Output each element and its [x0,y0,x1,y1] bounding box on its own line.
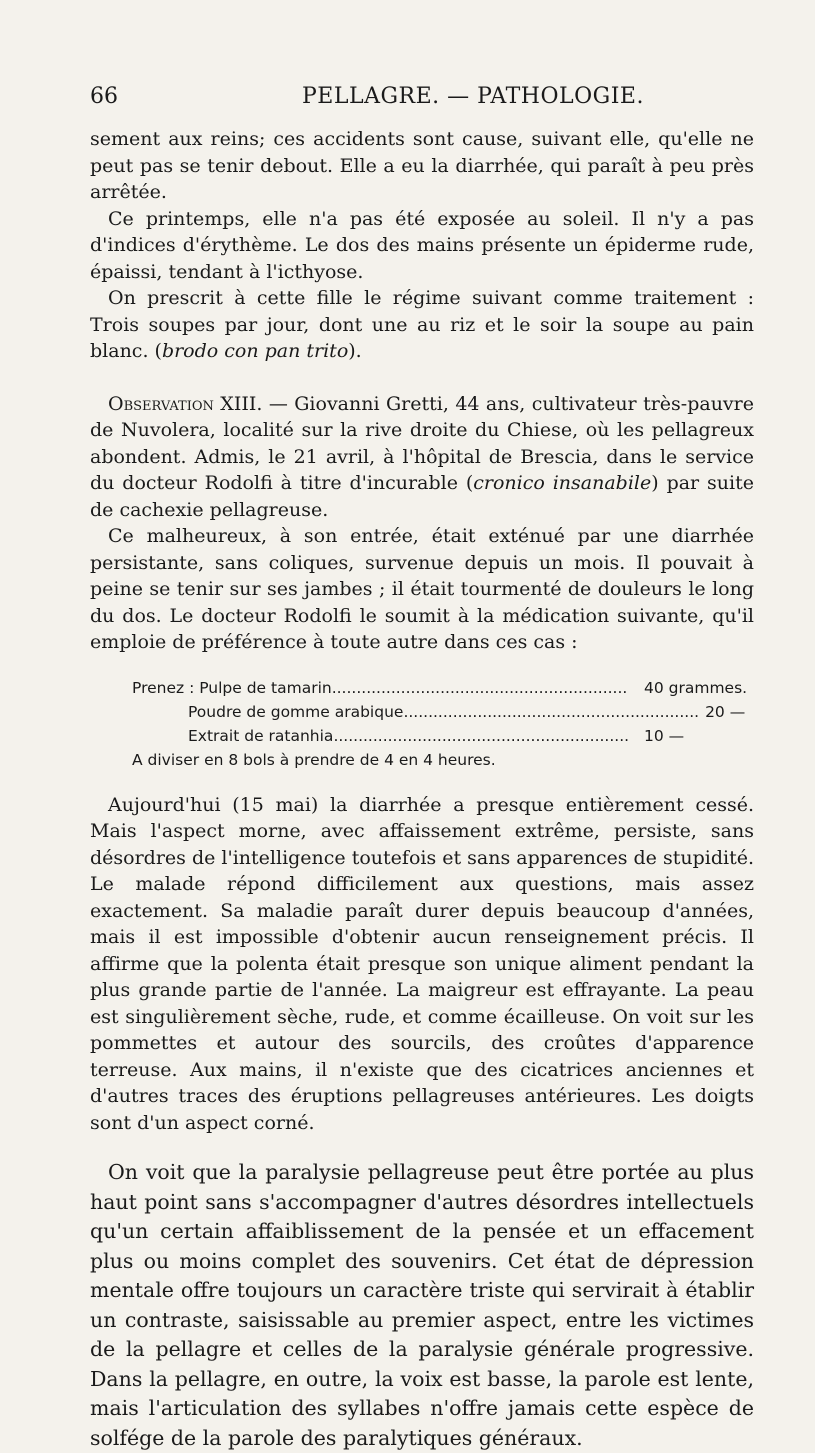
prescription-quantity: 10 — [644,726,685,745]
observation-text: — Giovanni Gretti, 44 ans, cultivateur très-pauvre de Nuvolera, localité sur la rive droite du Chiese, où les pellagreux abondent. Admis, le 21 avril, à l'hôpital de Brescia, dans le service du docteur Rodolfi à titre d'incurable ( [90,392,754,494]
dot-leader: ............................................................ [331,678,628,697]
diet-italic-term: brodo con pan trito [161,340,349,362]
page-number: 66 [90,84,118,109]
observation-label: Observation XIII. [108,392,263,415]
observation-text-end: ) par suite de cachexie pellagreuse. [90,472,754,521]
paragraph-spring-exposure: Ce printemps, elle n'a pas été exposée au soleil. Il n'y a pas d'indices d'érythème. Le dos des mains présente un épiderme rude, épaissi, tendant à l'icthyose. [90,207,754,283]
running-title: PELLAGRE. — PATHOLOGIE. [302,84,644,109]
paragraph-continuation: sement aux reins; ces accidents sont cause, suivant elle, qu'elle ne peut pas se tenir debout. Elle a eu la diarrhée, qui paraît à peu près arrêtée. [90,128,754,203]
page-header [90,84,760,120]
prescription-line [90,676,754,700]
prescription-note: A diviser en 8 bols à prendre de 4 en 4 heures. [132,750,496,769]
paragraph-diet-prescription [90,285,754,365]
page-body [90,126,754,1453]
paragraph-patient-state: Ce malheureux, à son entrée, était exténué par une diarrhée persistante, sans coliques, survenue depuis un mois. Il pouvait à peine se tenir sur ses jambes ; il était tourmenté de douleurs le long du dos. Le docteur Rodolfi le soumit à la médication suivante, qu'il emploie de préférence à toute autre dans ces cas : [90,525,754,653]
prescription-quantity: 20 — [705,702,746,721]
prescription-line [90,724,754,748]
prescription-quantity: 40 grammes. [644,678,748,697]
paragraph-today-status: Aujourd'hui (15 mai) la diarrhée a presque entièrement cessé. Mais l'aspect morne, avec affaissement extrême, persiste, sans désordres de l'intelligence toutefois et sans apparences de stupidité. Le malade répond difficilement aux questions, mais assez exactement. Sa maladie paraît durer depuis beaucoup d'années, mais il est impossible d'obtenir aucun renseignement précis. Il affirme que la polenta était presque son unique aliment pendant la plus grande partie de l'année. La maigreur est effrayante. La peau est singulièrement sèche, rude, et comme écailleuse. On voit sur les pommettes et autour des sourcils, des croûtes d'apparence terreuse. Aux mains, il n'existe que des cicatrices anciennes et d'autres traces des éruptions pellagreuses antérieures. Les doigts sont d'un aspect corné. [90,793,754,1134]
observation-italic-term: cronico insanabile [473,472,652,494]
prescription-ingredient: Poudre de gomme arabique [188,702,404,721]
diet-text: On prescrit à cette fille le régime suivant comme traitement : Trois soupes par jour, dont une au riz et le soir la soupe au pain blanc. ( [90,287,754,362]
prescription-line [90,700,754,724]
prescription-block [90,676,754,772]
prescription-ingredient: Extrait de ratanhia [188,726,334,745]
prescription-ingredient: Prenez : Pulpe de tamarin [132,678,332,697]
dot-leader: ............................................................ [403,702,700,721]
observation-xiii [90,391,754,524]
dot-leader: ............................................................ [333,726,630,745]
diet-text-end: ). [348,340,362,362]
paragraph-conclusion: On voit que la paralysie pellagreuse peut être portée au plus haut point sans s'accompagner d'autres désordres intellectuels qu'un certain affaiblissement de la pensée et un effacement plus ou moins complet des souvenirs. Cet état de dépression mentale offre toujours un caractère triste qui servirait à établir un contraste, saisissable au premier aspect, entre les victimes de la pellagre et celles de la paralysie générale progressive. Dans la pellagre, en outre, la voix est basse, la parole est lente, mais l'articulation des syllabes n'offre jamais cette espèce de solfége de la parole des paralytiques généraux. [90,1160,754,1450]
